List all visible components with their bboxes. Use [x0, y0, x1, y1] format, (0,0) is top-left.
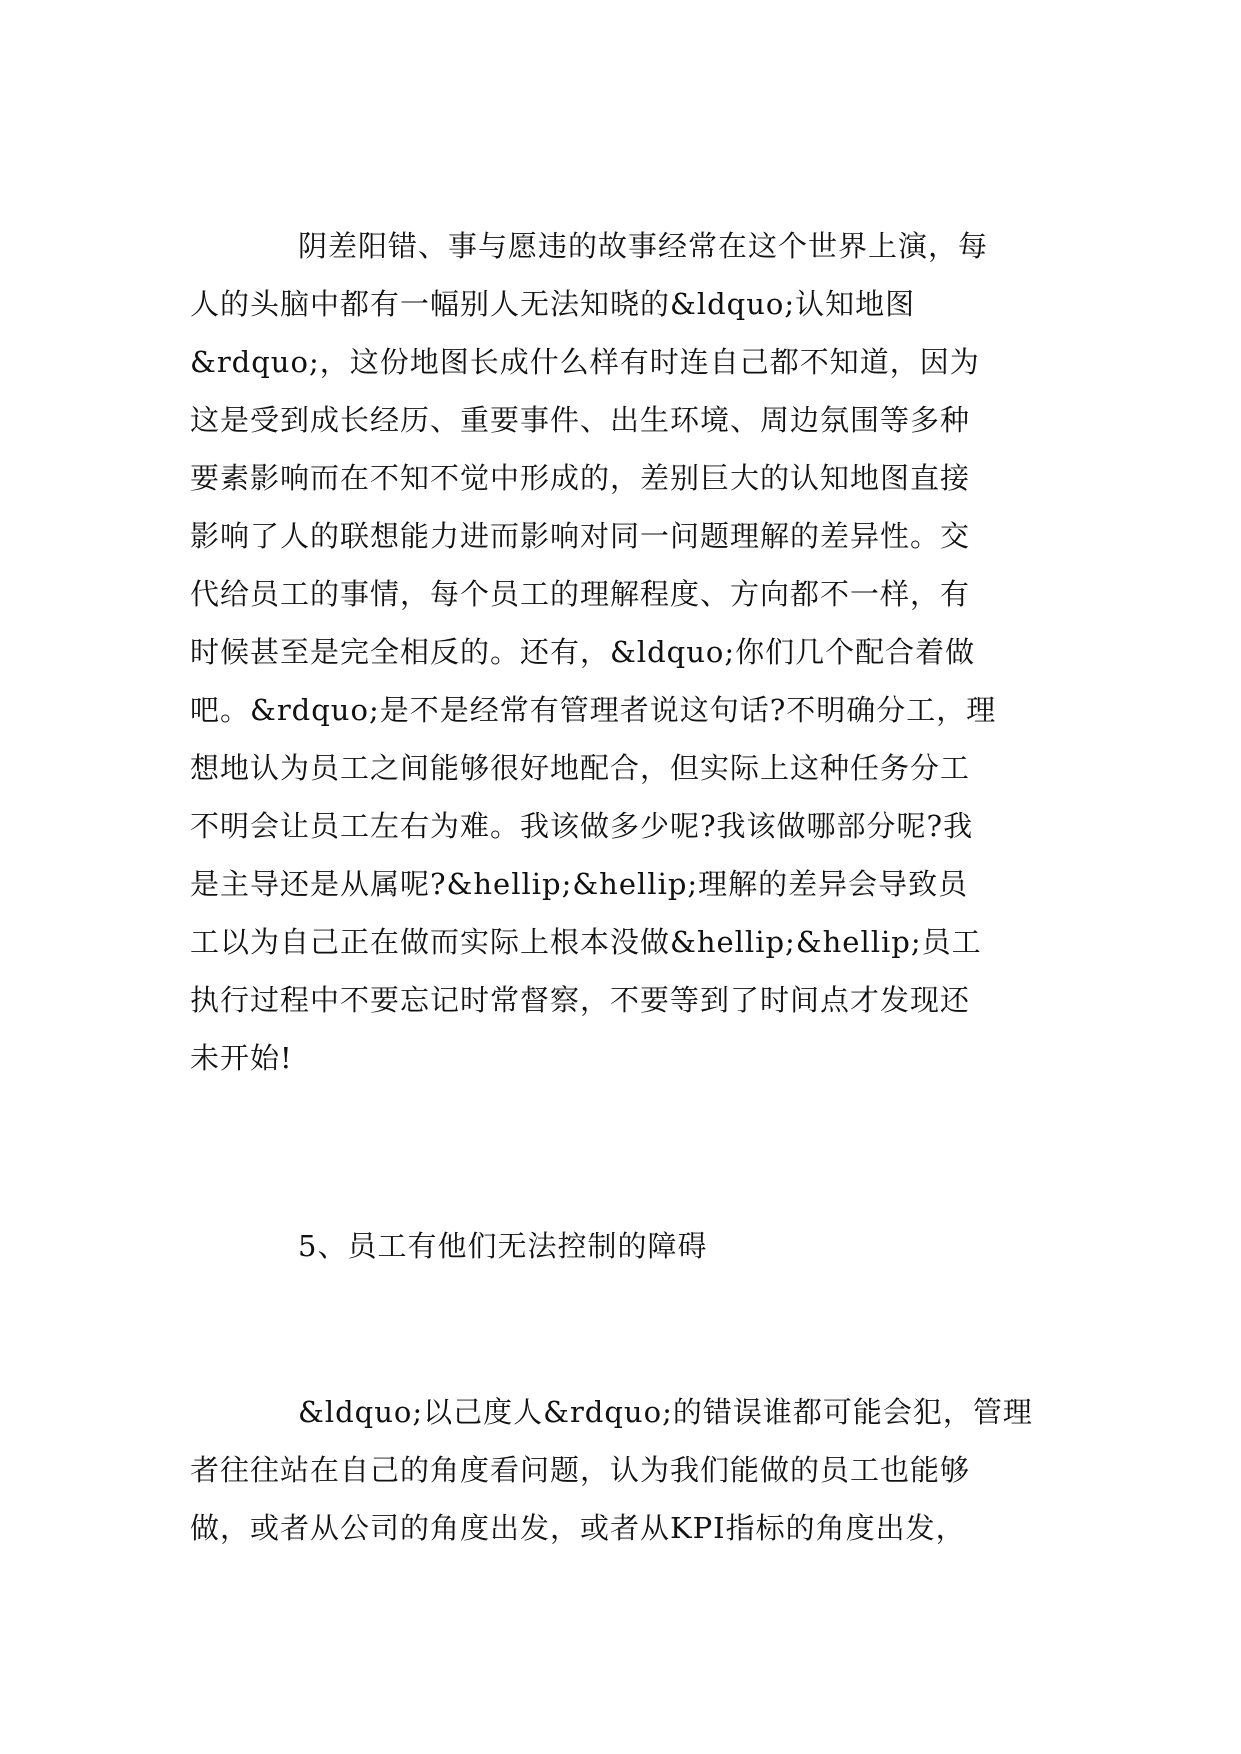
paragraph-line: 不明会让员工左右为难。我该做多少呢?我该做哪部分呢?我	[190, 809, 974, 843]
paragraph-line: 者往往站在自己的角度看问题，认为我们能做的员工也能够	[190, 1453, 971, 1487]
paragraph-line: 工以为自己正在做而实际上根本没做&hellip;&hellip;员工	[190, 925, 982, 959]
paragraph-line: 时候甚至是完全相反的。还有，&ldquo;你们几个配合着做	[190, 635, 976, 669]
paragraph-line: 人的头脑中都有一幅别人无法知晓的&ldquo;认知地图	[190, 287, 916, 321]
paragraph-line: 影响了人的联想能力进而影响对同一问题理解的差异性。交	[190, 519, 971, 553]
paragraph-line: 要素影响而在不知不觉中形成的，差别巨大的认知地图直接	[190, 461, 971, 495]
paragraph-line: &rdquo;，这份地图长成什么样有时连自己都不知道，因为	[190, 345, 980, 379]
paragraph-self-judgment	[190, 1383, 1052, 1557]
paragraph-line: 想地认为员工之间能够很好地配合，但实际上这种任务分工	[190, 751, 971, 785]
paragraph-line: 这是受到成长经历、重要事件、出生环境、周边氛围等多种	[190, 403, 971, 437]
paragraph-line: 吧。&rdquo;是不是经常有管理者说这句话?不明确分工，理	[190, 693, 997, 727]
paragraph-line: 阴差阳错、事与愿违的故事经常在这个世界上演，每	[298, 229, 989, 263]
paragraph-line: 未开始!	[190, 1041, 293, 1075]
paragraph-line: 执行过程中不要忘记时常督察，不要等到了时间点才发现还	[190, 983, 971, 1017]
paragraph-line: 是主导还是从属呢?&hellip;&hellip;理解的差异会导致员	[190, 867, 969, 901]
paragraph-cognitive-map	[190, 217, 1052, 1087]
paragraph-line: &ldquo;以己度人&rdquo;的错误谁都可能会犯，管理	[298, 1395, 1033, 1429]
paragraph-line: 做，或者从公司的角度出发，或者从KPI指标的角度出发，	[190, 1511, 966, 1545]
paragraph-line: 代给员工的事情，每个员工的理解程度、方向都不一样，有	[190, 577, 971, 611]
section-heading: 5、员工有他们无法控制的障碍	[298, 1229, 708, 1263]
